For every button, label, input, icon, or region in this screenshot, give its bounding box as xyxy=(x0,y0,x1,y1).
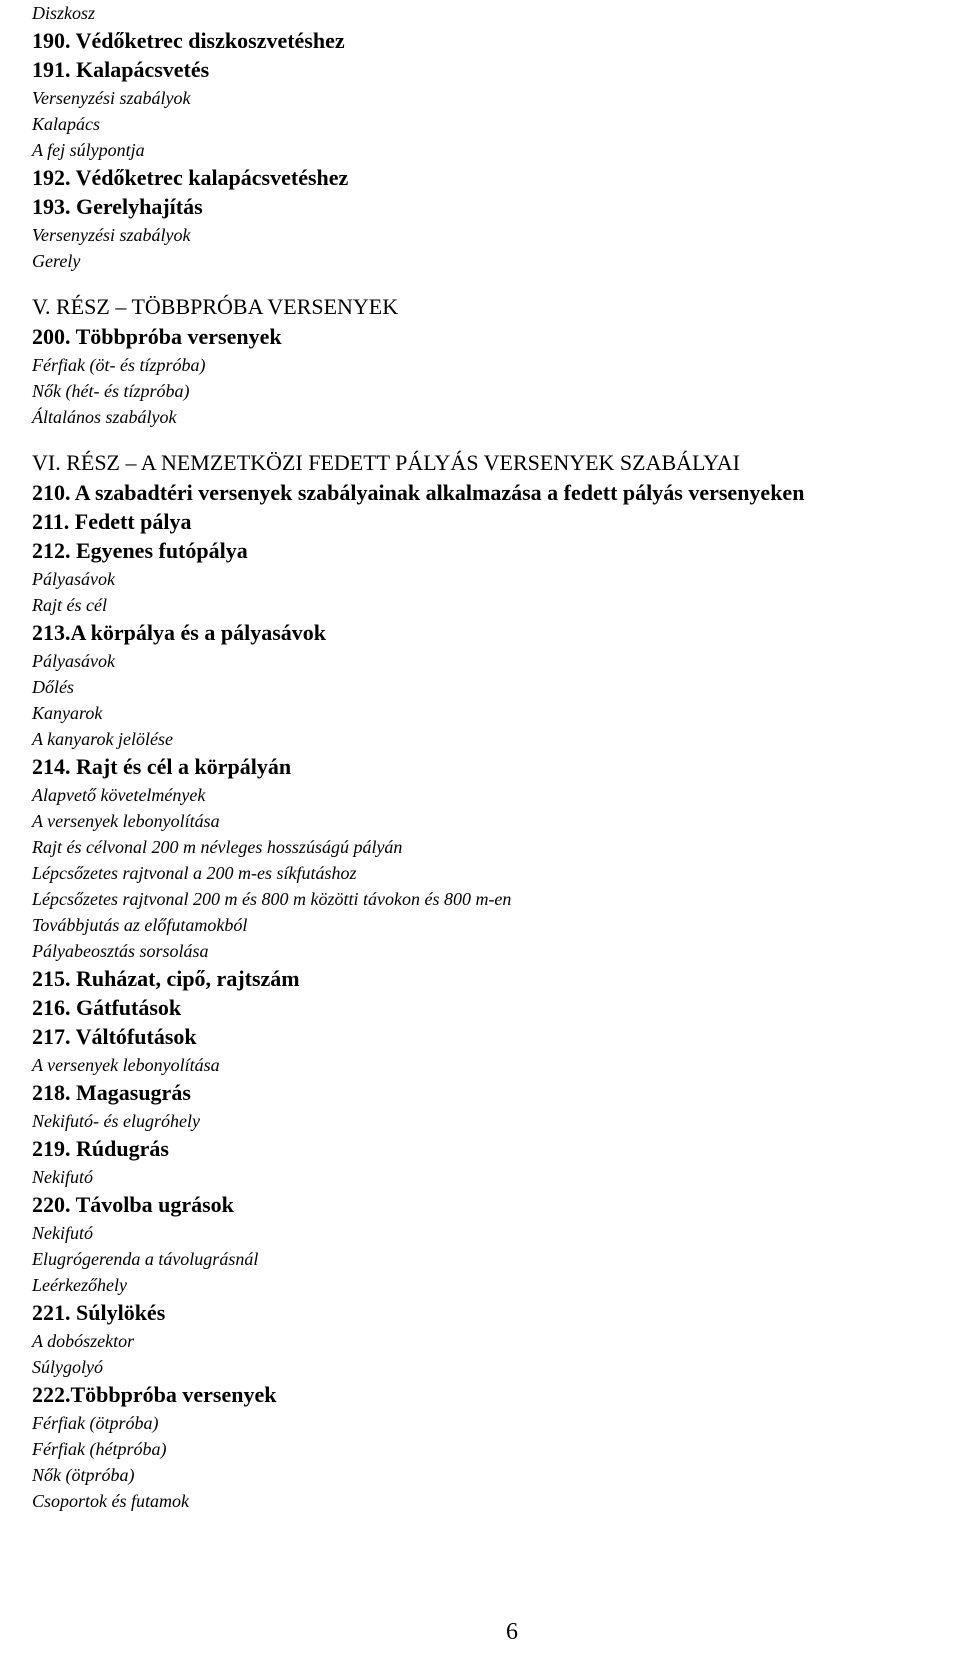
toc-section-heading: 211. Fedett pálya xyxy=(32,509,192,534)
toc-subitem: Nők (ötpróba) xyxy=(32,1465,135,1485)
toc-subitem: Rajt és cél xyxy=(32,595,107,615)
toc-part-heading: V. RÉSZ – TÖBBPRÓBA VERSENYEK xyxy=(32,294,399,319)
toc-section-heading: 215. Ruházat, cipő, rajtszám xyxy=(32,966,300,991)
toc-section-heading: 212. Egyenes futópálya xyxy=(32,538,248,563)
toc-subitem: Dőlés xyxy=(32,677,74,697)
toc-section-heading: 191. Kalapácsvetés xyxy=(32,57,210,82)
table-of-contents xyxy=(32,0,952,1514)
toc-subitem: Versenyzési szabályok xyxy=(32,225,191,245)
toc-subitem: Általános szabályok xyxy=(32,407,177,427)
toc-subitem: A fej súlypontja xyxy=(32,140,145,160)
toc-subitem: Férfiak (hétpróba) xyxy=(32,1439,167,1459)
toc-subitem: Pályasávok xyxy=(32,569,115,589)
toc-subitem: Elugrógerenda a távolugrásnál xyxy=(32,1249,259,1269)
toc-subitem: Rajt és célvonal 200 m névleges hosszúságú pályán xyxy=(32,837,403,857)
toc-section-heading: 214. Rajt és cél a körpályán xyxy=(32,754,292,779)
toc-subitem: Férfiak (ötpróba) xyxy=(32,1413,159,1433)
toc-subitem: Lépcsőzetes rajtvonal a 200 m-es síkfutáshoz xyxy=(32,863,357,883)
toc-subitem: Diszkosz xyxy=(32,3,96,23)
toc-section-heading: 190. Védőketrec diszkoszvetéshez xyxy=(32,28,345,53)
toc-subitem: A dobószektor xyxy=(32,1331,135,1351)
toc-subitem: Súlygolyó xyxy=(32,1357,103,1377)
toc-subitem: Gerely xyxy=(32,251,81,271)
toc-subitem: Továbbjutás az előfutamokból xyxy=(32,915,248,935)
toc-section-heading: 200. Többpróba versenyek xyxy=(32,324,282,349)
toc-subitem: Versenyzési szabályok xyxy=(32,88,191,108)
toc-subitem: A kanyarok jelölése xyxy=(32,729,173,749)
toc-subitem: Nekifutó xyxy=(32,1167,93,1187)
toc-section-heading: 218. Magasugrás xyxy=(32,1080,191,1105)
toc-section-heading: 193. Gerelyhajítás xyxy=(32,194,203,219)
toc-subitem: Nekifutó- és elugróhely xyxy=(32,1111,200,1131)
toc-subitem: Alapvető követelmények xyxy=(32,785,206,805)
toc-part-heading: VI. RÉSZ – A NEMZETKÖZI FEDETT PÁLYÁS VERSENYEK SZABÁLYAI xyxy=(32,450,740,475)
page-number: 6 xyxy=(506,1619,518,1645)
toc-subitem: Férfiak (öt- és tízpróba) xyxy=(32,355,206,375)
toc-subitem: Csoportok és futamok xyxy=(32,1491,189,1511)
toc-section-heading: 217. Váltófutások xyxy=(32,1024,197,1049)
toc-subitem: Pályasávok xyxy=(32,651,115,671)
toc-subitem: Kanyarok xyxy=(32,703,103,723)
toc-section-heading: 221. Súlylökés xyxy=(32,1300,166,1325)
toc-subitem: Lépcsőzetes rajtvonal 200 m és 800 m közötti távokon és 800 m-en xyxy=(32,889,512,909)
toc-section-heading: 213.A körpálya és a pályasávok xyxy=(32,620,326,645)
toc-subitem: A versenyek lebonyolítása xyxy=(32,1055,220,1075)
toc-section-heading: 192. Védőketrec kalapácsvetéshez xyxy=(32,165,349,190)
toc-section-heading: 216. Gátfutások xyxy=(32,995,182,1020)
toc-subitem: A versenyek lebonyolítása xyxy=(32,811,220,831)
toc-subitem: Nők (hét- és tízpróba) xyxy=(32,381,190,401)
toc-subitem: Nekifutó xyxy=(32,1223,93,1243)
toc-subitem: Leérkezőhely xyxy=(32,1275,127,1295)
toc-subitem: Pályabeosztás sorsolása xyxy=(32,941,209,961)
toc-subitem: Kalapács xyxy=(32,114,101,134)
toc-section-heading: 210. A szabadtéri versenyek szabályainak alkalmazása a fedett pályás versenyeken xyxy=(32,480,805,505)
toc-section-heading: 219. Rúdugrás xyxy=(32,1136,169,1161)
toc-section-heading: 222.Többpróba versenyek xyxy=(32,1382,277,1407)
toc-section-heading: 220. Távolba ugrások xyxy=(32,1192,234,1217)
